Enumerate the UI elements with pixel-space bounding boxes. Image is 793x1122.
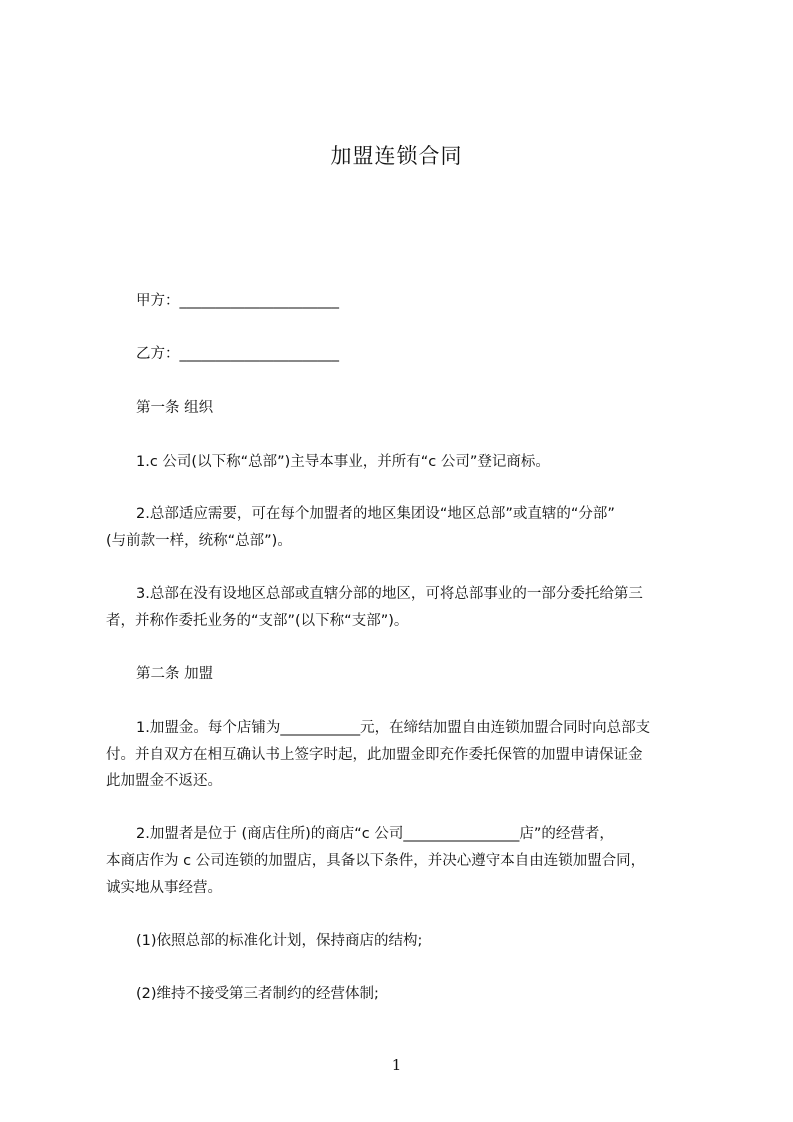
article-2-item-1-line-1: 1.加盟金。每个店铺为___________元，在缔结加盟自由连锁加盟合同时向总部支	[136, 720, 651, 736]
party-b-line	[136, 344, 732, 364]
article-1-heading: 第一条 组织	[136, 400, 214, 416]
article-2-item-1-line-3: 此加盟金不返还。	[106, 773, 222, 789]
condition-2: (2)维持不接受第三者制约的经营体制;	[136, 986, 379, 1002]
article-1-item-3-line-2: 者，并称作委托业务的“支部”(以下称“支部”)。	[106, 613, 409, 629]
condition-1: (1)依照总部的标准化计划，保持商店的结构;	[136, 933, 423, 949]
article-2-item-1-line-2: 付。并自双方在相互确认书上签字时起，此加盟金即充作委托保管的加盟申请保证金	[106, 747, 643, 763]
party-a-blank[interactable]: ______________________	[179, 293, 339, 309]
article-1-item-3-line-1: 3.总部在没有设地区总部或直辖分部的地区，可将总部事业的一部分委托给第三	[136, 586, 643, 602]
article-2-heading: 第二条 加盟	[136, 666, 214, 682]
document-title: 加盟连锁合同	[330, 144, 463, 168]
party-a-line	[136, 291, 732, 311]
party-b-label: 乙方：	[136, 346, 180, 362]
page-number: 1	[391, 1056, 402, 1074]
article-2-item-2-line-2: 本商店作为 c 公司连锁的加盟店，具备以下条件，并决心遵守本自由连锁加盟合同，	[106, 853, 646, 869]
article-2-item-2-line-3: 诚实地从事经营。	[106, 880, 222, 896]
party-a-label: 甲方：	[136, 293, 180, 309]
article-1-item-2-line-1: 2.总部适应需要，可在每个加盟者的地区集团设“地区总部”或直辖的“分部”	[136, 506, 615, 522]
article-1-item-2-line-2: (与前款一样，统称“总部”)。	[106, 533, 292, 549]
article-1-item-1: 1.c 公司(以下称“总部”)主导本事业，并所有“c 公司”登记商标。	[136, 454, 550, 470]
article-2-item-2-line-1: 2.加盟者是位于 (商店住所)的商店“c 公司________________店”的经营者，	[136, 826, 614, 842]
party-b-blank[interactable]: ______________________	[179, 346, 339, 362]
